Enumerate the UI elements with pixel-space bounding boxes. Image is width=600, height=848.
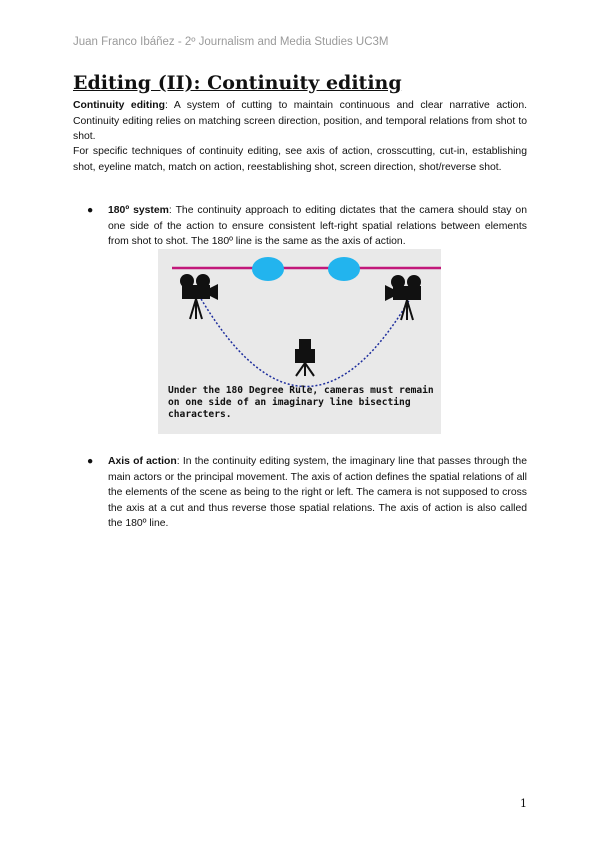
page-header: Juan Franco Ibáñez - 2º Journalism and Media Studies UC3M <box>73 36 389 48</box>
bullet-dot: ● <box>87 456 94 467</box>
definition-paragraph <box>73 98 527 145</box>
bullet-180-system <box>108 203 527 250</box>
180-degree-rule-figure <box>158 249 441 434</box>
definition-text: : A system of cutting to maintain continuous and clear narrative action. Continuity editing relies on matching screen direction, position, and temporal relations from shot to shot. <box>73 100 527 143</box>
definition-term: Continuity editing <box>73 100 165 111</box>
bullet-dot: ● <box>87 205 94 216</box>
actor-left <box>252 257 284 281</box>
techniques-paragraph: For specific techniques of continuity editing, see axis of action, crosscutting, cut-in, establishing shot, eyeline match, match on action, reestablishing shot, screen direction, shot/reverse shot. <box>73 146 527 173</box>
page-title: Editing (II): Continuity editing <box>73 72 402 94</box>
camera-left-icon <box>180 274 218 319</box>
camera-bottom-icon <box>295 339 315 376</box>
bullet-text: : The continuity approach to editing dictates that the camera should stay on one side of the action to ensure consistent left-right spatial relations between elements from shot to shot. The 180º line is the same as the axis of action. <box>108 205 527 248</box>
bullet-term: 180º system <box>108 205 169 216</box>
camera-right-icon <box>385 275 421 320</box>
bullet-axis-of-action <box>108 454 527 532</box>
page-number: 1 <box>520 797 527 810</box>
actor-right <box>328 257 360 281</box>
bullet-text: : In the continuity editing system, the imaginary line that passes through the main actors or the principal movement. The axis of action defines the spatial relations of all the elements of the scene as being to the right or left. The camera is not supposed to cross the axis at a cut and thus reverse those spatial relations. The axis of action is also called the 180º line. <box>108 456 527 530</box>
bullet-term: Axis of action <box>108 456 177 467</box>
figure-caption: Under the 180 Degree Rule, cameras must remain on one side of an imaginary line bisecting characters. <box>168 385 434 420</box>
